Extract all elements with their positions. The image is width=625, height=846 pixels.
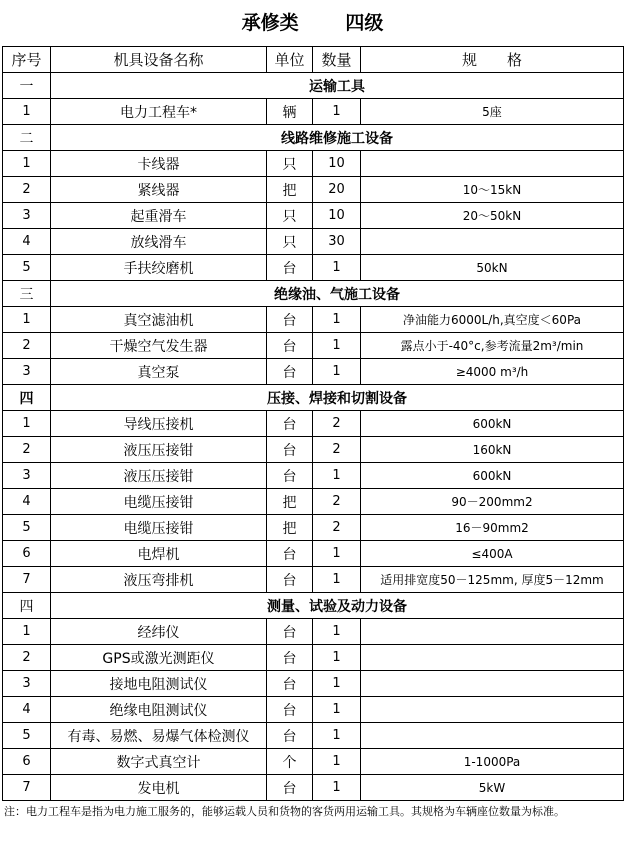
item-name: 干燥空气发生器 bbox=[51, 333, 267, 359]
header-no: 序号 bbox=[3, 47, 51, 73]
table-row bbox=[3, 411, 624, 437]
item-spec: 露点小于-40°c,参考流量2m³/min bbox=[361, 333, 624, 359]
item-qty: 1 bbox=[313, 541, 361, 567]
item-name: 液压压接钳 bbox=[51, 437, 267, 463]
item-name: 电缆压接钳 bbox=[51, 489, 267, 515]
item-qty: 2 bbox=[313, 411, 361, 437]
table-row bbox=[3, 333, 624, 359]
item-spec: 1-1000Pa bbox=[361, 749, 624, 775]
item-no: 1 bbox=[3, 151, 51, 177]
item-qty: 1 bbox=[313, 723, 361, 749]
item-name: 卡线器 bbox=[51, 151, 267, 177]
item-spec: 5座 bbox=[361, 99, 624, 125]
section-title: 测量、试验及动力设备 bbox=[51, 593, 624, 619]
item-no: 7 bbox=[3, 567, 51, 593]
item-no: 6 bbox=[3, 541, 51, 567]
item-unit: 个 bbox=[267, 749, 313, 775]
item-spec: 适用排宽度50－125mm, 厚度5－12mm bbox=[361, 567, 624, 593]
table-body bbox=[3, 73, 624, 801]
item-no: 5 bbox=[3, 723, 51, 749]
item-unit: 台 bbox=[267, 437, 313, 463]
item-qty: 1 bbox=[313, 307, 361, 333]
item-unit: 只 bbox=[267, 203, 313, 229]
item-qty: 1 bbox=[313, 359, 361, 385]
item-unit: 台 bbox=[267, 463, 313, 489]
table-row bbox=[3, 203, 624, 229]
item-unit: 台 bbox=[267, 619, 313, 645]
item-unit: 把 bbox=[267, 489, 313, 515]
item-unit: 把 bbox=[267, 515, 313, 541]
item-no: 2 bbox=[3, 437, 51, 463]
item-unit: 台 bbox=[267, 255, 313, 281]
item-qty: 1 bbox=[313, 749, 361, 775]
item-no: 2 bbox=[3, 333, 51, 359]
item-qty: 1 bbox=[313, 255, 361, 281]
item-no: 1 bbox=[3, 99, 51, 125]
item-qty: 1 bbox=[313, 645, 361, 671]
item-spec: ≤400A bbox=[361, 541, 624, 567]
table-row bbox=[3, 541, 624, 567]
item-unit: 只 bbox=[267, 151, 313, 177]
item-name: 真空泵 bbox=[51, 359, 267, 385]
item-unit: 台 bbox=[267, 645, 313, 671]
table-row bbox=[3, 489, 624, 515]
item-spec bbox=[361, 229, 624, 255]
item-spec bbox=[361, 723, 624, 749]
item-no: 4 bbox=[3, 489, 51, 515]
item-qty: 1 bbox=[313, 697, 361, 723]
equipment-table bbox=[2, 46, 624, 801]
item-spec: 160kN bbox=[361, 437, 624, 463]
item-name: 起重滑车 bbox=[51, 203, 267, 229]
table-row bbox=[3, 645, 624, 671]
item-name: 紧线器 bbox=[51, 177, 267, 203]
item-name: 放线滑车 bbox=[51, 229, 267, 255]
item-qty: 1 bbox=[313, 99, 361, 125]
header-qty: 数量 bbox=[313, 47, 361, 73]
item-spec: 净油能力6000L/h,真空度＜60Pa bbox=[361, 307, 624, 333]
item-qty: 20 bbox=[313, 177, 361, 203]
item-spec: ≥4000 m³/h bbox=[361, 359, 624, 385]
section-number: 四 bbox=[3, 385, 51, 411]
item-spec: 16－90mm2 bbox=[361, 515, 624, 541]
item-spec: 50kN bbox=[361, 255, 624, 281]
item-spec: 10～15kN bbox=[361, 177, 624, 203]
section-title: 线路维修施工设备 bbox=[51, 125, 624, 151]
footnote: 注：电力工程车是指为电力施工服务的，能够运载人员和货物的客货两用运输工具。其规格为车辆座位数量为标准。 bbox=[4, 805, 565, 818]
item-name: 发电机 bbox=[51, 775, 267, 801]
table-row bbox=[3, 749, 624, 775]
item-qty: 2 bbox=[313, 515, 361, 541]
table-row bbox=[3, 567, 624, 593]
table-header-row bbox=[3, 47, 624, 73]
item-name: 电焊机 bbox=[51, 541, 267, 567]
title-category: 承修类 bbox=[241, 12, 299, 34]
item-unit: 台 bbox=[267, 697, 313, 723]
item-qty: 1 bbox=[313, 463, 361, 489]
section-title: 运输工具 bbox=[51, 73, 624, 99]
item-unit: 台 bbox=[267, 671, 313, 697]
section-row bbox=[3, 125, 624, 151]
title-level: 四级 bbox=[345, 12, 384, 34]
section-title: 绝缘油、气施工设备 bbox=[51, 281, 624, 307]
item-unit: 台 bbox=[267, 307, 313, 333]
table-row bbox=[3, 229, 624, 255]
item-unit: 台 bbox=[267, 541, 313, 567]
table-row bbox=[3, 359, 624, 385]
item-no: 1 bbox=[3, 619, 51, 645]
section-row bbox=[3, 73, 624, 99]
item-name: 经纬仪 bbox=[51, 619, 267, 645]
table-row bbox=[3, 151, 624, 177]
item-no: 3 bbox=[3, 671, 51, 697]
item-spec bbox=[361, 151, 624, 177]
item-no: 3 bbox=[3, 359, 51, 385]
item-qty: 10 bbox=[313, 151, 361, 177]
item-unit: 只 bbox=[267, 229, 313, 255]
table-row bbox=[3, 99, 624, 125]
item-unit: 辆 bbox=[267, 99, 313, 125]
item-name: GPS或激光测距仪 bbox=[51, 645, 267, 671]
item-spec bbox=[361, 619, 624, 645]
item-name: 液压弯排机 bbox=[51, 567, 267, 593]
header-name: 机具设备名称 bbox=[51, 47, 267, 73]
item-unit: 台 bbox=[267, 723, 313, 749]
page-title bbox=[0, 0, 625, 46]
table-row bbox=[3, 723, 624, 749]
table-row bbox=[3, 697, 624, 723]
table-row bbox=[3, 515, 624, 541]
item-no: 4 bbox=[3, 229, 51, 255]
section-number: 一 bbox=[3, 73, 51, 99]
header-unit: 单位 bbox=[267, 47, 313, 73]
item-name: 电缆压接钳 bbox=[51, 515, 267, 541]
item-name: 有毒、易燃、易爆气体检测仪 bbox=[51, 723, 267, 749]
item-qty: 2 bbox=[313, 437, 361, 463]
item-no: 7 bbox=[3, 775, 51, 801]
item-unit: 台 bbox=[267, 333, 313, 359]
section-number: 二 bbox=[3, 125, 51, 151]
item-no: 1 bbox=[3, 307, 51, 333]
item-unit: 把 bbox=[267, 177, 313, 203]
table-row bbox=[3, 619, 624, 645]
item-no: 1 bbox=[3, 411, 51, 437]
item-name: 绝缘电阻测试仪 bbox=[51, 697, 267, 723]
item-name: 接地电阻测试仪 bbox=[51, 671, 267, 697]
item-spec: 20～50kN bbox=[361, 203, 624, 229]
item-qty: 1 bbox=[313, 333, 361, 359]
item-qty: 1 bbox=[313, 567, 361, 593]
item-qty: 2 bbox=[313, 489, 361, 515]
header-spec: 规 格 bbox=[361, 47, 624, 73]
item-qty: 10 bbox=[313, 203, 361, 229]
item-unit: 台 bbox=[267, 359, 313, 385]
table-row bbox=[3, 255, 624, 281]
table-row bbox=[3, 671, 624, 697]
item-unit: 台 bbox=[267, 567, 313, 593]
item-name: 真空滤油机 bbox=[51, 307, 267, 333]
item-qty: 30 bbox=[313, 229, 361, 255]
item-spec: 5kW bbox=[361, 775, 624, 801]
item-qty: 1 bbox=[313, 619, 361, 645]
item-spec: 90－200mm2 bbox=[361, 489, 624, 515]
section-row bbox=[3, 385, 624, 411]
item-spec bbox=[361, 645, 624, 671]
table-row bbox=[3, 437, 624, 463]
item-unit: 台 bbox=[267, 775, 313, 801]
item-spec: 600kN bbox=[361, 411, 624, 437]
item-qty: 1 bbox=[313, 775, 361, 801]
table-row bbox=[3, 307, 624, 333]
item-no: 5 bbox=[3, 255, 51, 281]
item-name: 手扶绞磨机 bbox=[51, 255, 267, 281]
item-no: 6 bbox=[3, 749, 51, 775]
item-no: 3 bbox=[3, 203, 51, 229]
item-spec bbox=[361, 697, 624, 723]
item-spec: 600kN bbox=[361, 463, 624, 489]
section-number: 三 bbox=[3, 281, 51, 307]
section-title: 压接、焊接和切割设备 bbox=[51, 385, 624, 411]
table-row bbox=[3, 177, 624, 203]
item-no: 2 bbox=[3, 177, 51, 203]
item-name: 数字式真空计 bbox=[51, 749, 267, 775]
item-no: 5 bbox=[3, 515, 51, 541]
item-name: 导线压接机 bbox=[51, 411, 267, 437]
item-no: 4 bbox=[3, 697, 51, 723]
item-spec bbox=[361, 671, 624, 697]
item-name: 电力工程车* bbox=[51, 99, 267, 125]
table-row bbox=[3, 775, 624, 801]
item-name: 液压压接钳 bbox=[51, 463, 267, 489]
table-row bbox=[3, 463, 624, 489]
item-unit: 台 bbox=[267, 411, 313, 437]
item-no: 3 bbox=[3, 463, 51, 489]
section-row bbox=[3, 593, 624, 619]
item-no: 2 bbox=[3, 645, 51, 671]
section-number: 四 bbox=[3, 593, 51, 619]
item-qty: 1 bbox=[313, 671, 361, 697]
section-row bbox=[3, 281, 624, 307]
